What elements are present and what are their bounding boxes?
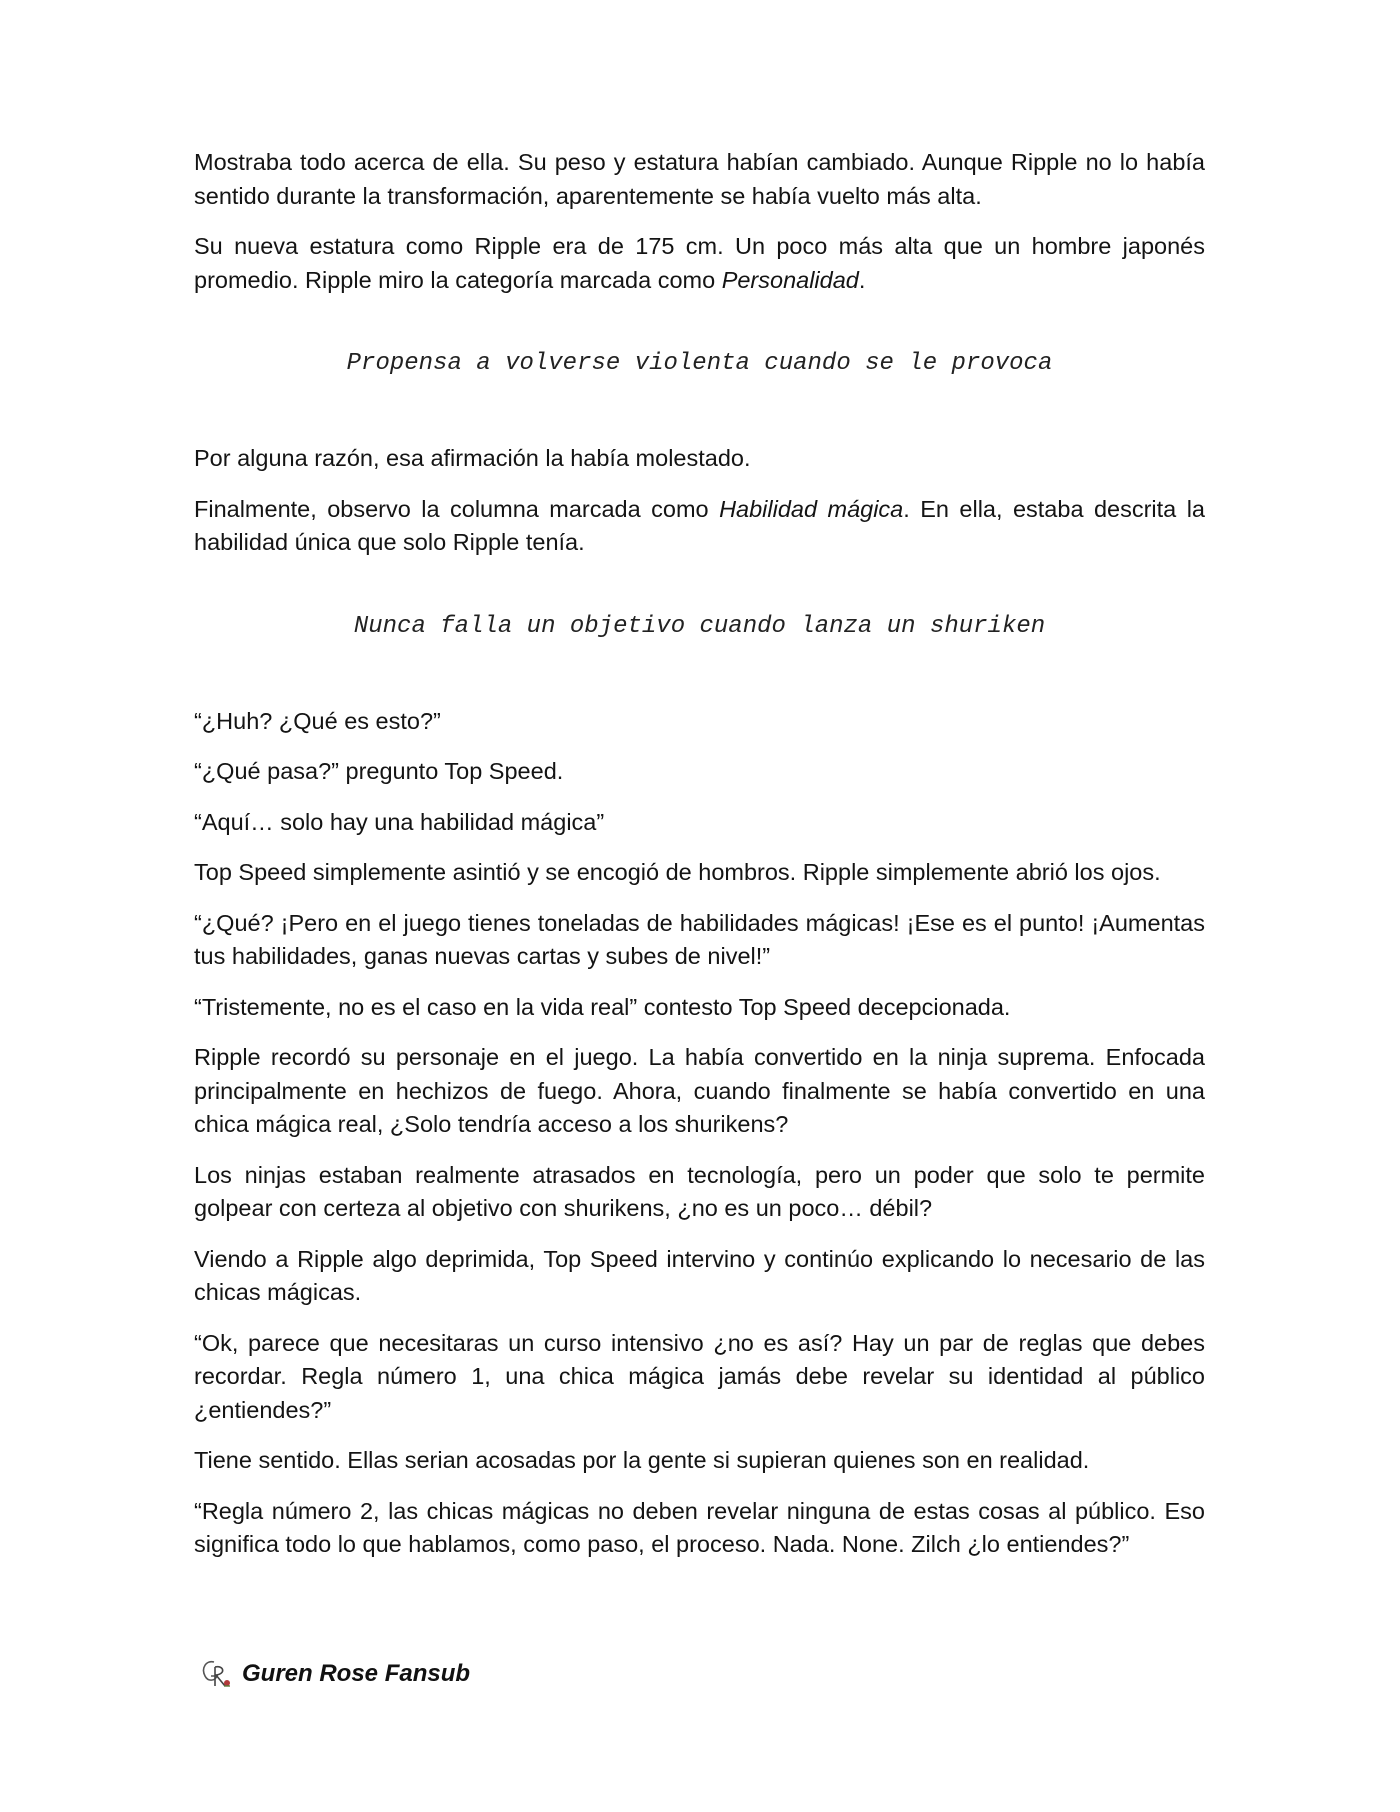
dialogue-line: “¿Qué? ¡Pero en el juego tienes toneladas de habilidades mágicas! ¡Ese es el punto! ¡Aumentas tus habilidades, ganas nuevas cartas y subes de nivel!”: [194, 909, 1205, 969]
footer-text: Guren Rose Fansub: [242, 1660, 471, 1687]
paragraph: Los ninjas estaban realmente atrasados en tecnología, pero un poder que solo te permite golpear con certeza al objetivo con shurikens, ¿no es un poco… débil?: [194, 1161, 1205, 1221]
paragraph-text: . En ella, estaba descrita la habilidad única que solo Ripple tenía.: [194, 495, 1205, 555]
status-quote-personality: Propensa a volverse violenta cuando se le provoca: [346, 350, 1053, 377]
paragraph-text: Finalmente, observo la columna marcada como: [194, 495, 720, 522]
paragraph: [194, 493, 1205, 560]
dialogue-line: “¿Huh? ¿Qué es esto?”: [194, 707, 441, 734]
paragraph: Ripple recordó su personaje en el juego. La había convertido en la ninja suprema. Enfocada principalmente en hechizos de fuego. Ahora, cuando finalmente se había convertido en una chica mágica real, ¿Solo tendría acceso a los shurikens?: [194, 1044, 1205, 1137]
dialogue-line: “Regla número 2, las chicas mágicas no deben revelar ninguna de estas cosas al público. Eso significa todo lo que hablamos, como paso, el proceso. Nada. None. Zilch ¿lo entiendes?”: [194, 1497, 1205, 1557]
status-quote-ability: Nunca falla un objetivo cuando lanza un shuriken: [353, 612, 1046, 640]
document-page: [194, 146, 1205, 1579]
dialogue-line: “¿Qué pasa?” pregunto Top Speed.: [194, 758, 564, 784]
paragraph: Tiene sentido. Ellas serian acosadas por la gente si supieran quienes son en realidad.: [194, 1447, 1090, 1473]
dialogue-line: “Aquí… solo hay una habilidad mágica”: [194, 808, 605, 835]
emphasis-personalidad: Personalidad: [721, 266, 859, 293]
dialogue-line: “Ok, parece que necesitaras un curso intensivo ¿no es así? Hay un par de reglas que debes recordar. Regla número 1, una chica mágica jamás debe revelar su identidad al público ¿entiendes?”: [194, 1329, 1205, 1423]
paragraph-text: Su nueva estatura como Ripple era de 175 cm. Un poco más alta que un hombre japonés promedio. Ripple miro la categoría marcada como: [194, 233, 1205, 293]
rose-monogram-logo-icon: [198, 1656, 234, 1692]
paragraph: [194, 230, 1205, 297]
paragraph: Mostraba todo acerca de ella. Su peso y estatura habían cambiado. Aunque Ripple no lo había sentido durante la transformación, aparentemente se había vuelto más alta.: [194, 149, 1205, 209]
paragraph-text: .: [858, 266, 866, 293]
paragraph: Viendo a Ripple algo deprimida, Top Speed intervino y continúo explicando lo necesario de las chicas mágicas.: [194, 1245, 1205, 1305]
emphasis-habilidad: Habilidad mágica: [719, 495, 904, 522]
paragraph: Top Speed simplemente asintió y se encogió de hombros. Ripple simplemente abrió los ojos.: [194, 859, 1161, 885]
paragraph: Por alguna razón, esa afirmación la había molestado.: [194, 445, 751, 471]
dialogue-line: “Tristemente, no es el caso en la vida real” contesto Top Speed decepcionada.: [194, 993, 1011, 1020]
footer-credit: [198, 1652, 470, 1696]
